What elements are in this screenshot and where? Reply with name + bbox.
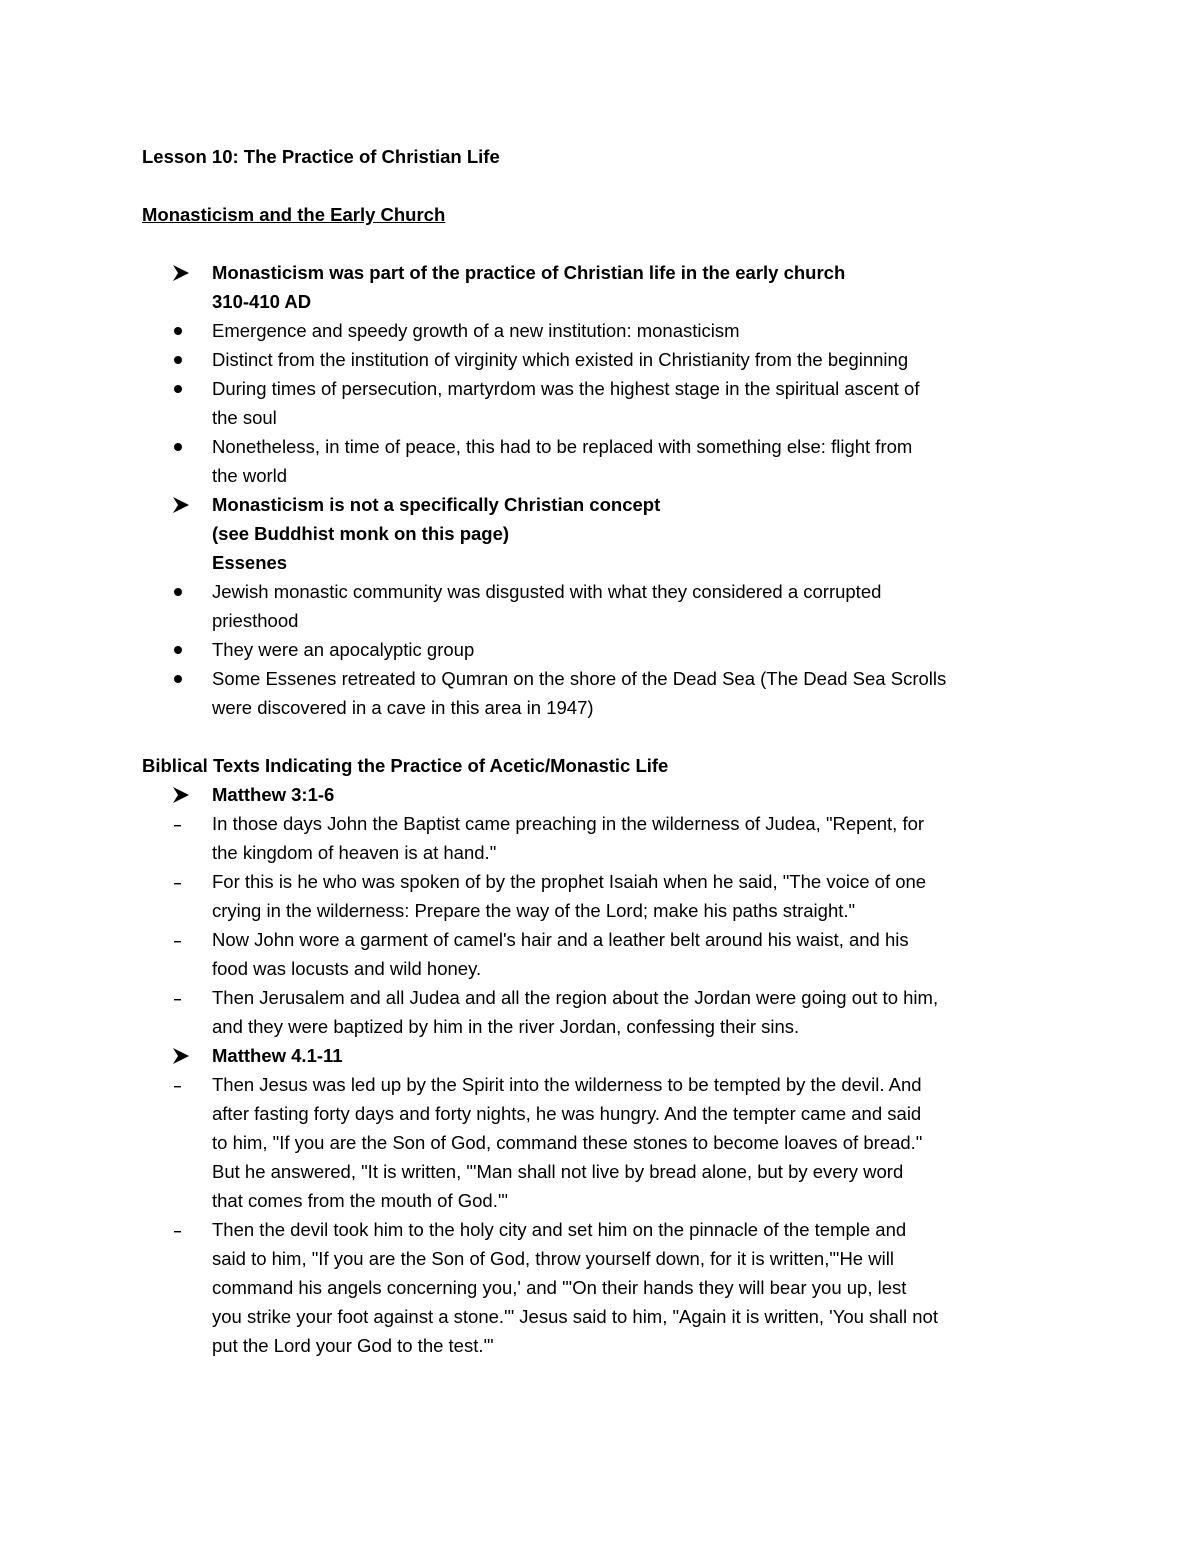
- dash-bullet-icon: [172, 867, 202, 896]
- bullet-icon: [172, 316, 202, 345]
- dash-bullet-icon: [172, 1215, 202, 1244]
- bullet-icon: [172, 345, 202, 374]
- list-item-line: the world: [212, 465, 288, 486]
- list-item-line: Monasticism was part of the practice of Christian life in the early church: [212, 262, 846, 283]
- list-item-line: the soul: [212, 407, 277, 428]
- arrow-bullet-icon: [172, 780, 202, 809]
- list-item: [142, 345, 1072, 374]
- list-item-line: food was locusts and wild honey.: [212, 958, 482, 979]
- section-heading-biblical-texts: Biblical Texts Indicating the Practice of Acetic/Monastic Life: [142, 755, 669, 776]
- list-item: [142, 664, 1072, 722]
- list-item-line: and they were baptized by him in the river Jordan, confessing their sins.: [212, 1016, 800, 1037]
- list-item-line: (see Buddhist monk on this page): [212, 523, 510, 544]
- list-item-line: put the Lord your God to the test.'": [212, 1335, 494, 1356]
- list-item: [142, 258, 1072, 316]
- list-item-line: Matthew 4.1-11: [212, 1045, 343, 1066]
- bullet-icon: [172, 432, 202, 461]
- list-item-line: Now John wore a garment of camel's hair and a leather belt around his waist, and his: [212, 929, 909, 950]
- list-item-line: Essenes: [212, 552, 288, 573]
- list-item-line: But he answered, "It is written, "'Man shall not live by bread alone, but by every word: [212, 1161, 904, 1182]
- list-item-line: Monasticism is not a specifically Christian concept: [212, 494, 661, 515]
- list-item-line: 310-410 AD: [212, 291, 312, 312]
- list-item-line: During times of persecution, martyrdom was the highest stage in the spiritual ascent of: [212, 378, 920, 399]
- page-title: Lesson 10: The Practice of Christian Life: [142, 146, 500, 167]
- list-item: [142, 374, 1072, 432]
- list-item: [142, 809, 1072, 867]
- list-item-line: Matthew 3:1-6: [212, 784, 335, 805]
- list-item-line: Distinct from the institution of virginity which existed in Christianity from the beginning: [212, 349, 909, 370]
- list-item: [142, 867, 1072, 925]
- list-item-line: Then the devil took him to the holy city and set him on the pinnacle of the temple and: [212, 1219, 907, 1240]
- bullet-icon: [172, 374, 202, 403]
- list-item-line: said to him, "If you are the Son of God, throw yourself down, for it is written,"'He will: [212, 1248, 894, 1269]
- list-item-line: crying in the wilderness: Prepare the way of the Lord; make his paths straight.": [212, 900, 856, 921]
- list-item-line: In those days John the Baptist came preaching in the wilderness of Judea, "Repent, for: [212, 813, 925, 834]
- list-biblical-texts: [142, 780, 1072, 1360]
- arrow-bullet-icon: [172, 490, 202, 519]
- section-heading-monasticism: Monasticism and the Early Church: [142, 204, 446, 225]
- list-item: [142, 577, 1072, 635]
- list-item-line: Some Essenes retreated to Qumran on the shore of the Dead Sea (The Dead Sea Scrolls: [212, 668, 947, 689]
- dash-bullet-icon: [172, 1070, 202, 1099]
- list-item: [142, 1070, 1072, 1215]
- list-item-line: Nonetheless, in time of peace, this had to be replaced with something else: flight from: [212, 436, 913, 457]
- list-item-line: the kingdom of heaven is at hand.": [212, 842, 497, 863]
- list-item-line: after fasting forty days and forty nights, he was hungry. And the tempter came and said: [212, 1103, 922, 1124]
- list-monasticism: [142, 258, 1072, 722]
- list-item-line: Jewish monastic community was disgusted with what they considered a corrupted: [212, 581, 882, 602]
- list-item: [142, 1041, 1072, 1070]
- dash-bullet-icon: [172, 983, 202, 1012]
- list-item-line: Emergence and speedy growth of a new institution: monasticism: [212, 320, 740, 341]
- list-item-line: were discovered in a cave in this area in 1947): [212, 697, 594, 718]
- list-item-line: command his angels concerning you,' and "'On their hands they will bear you up, lest: [212, 1277, 907, 1298]
- dash-bullet-icon: [172, 925, 202, 954]
- list-item: [142, 432, 1072, 490]
- list-item-line: Then Jerusalem and all Judea and all the region about the Jordan were going out to him,: [212, 987, 939, 1008]
- arrow-bullet-icon: [172, 1041, 202, 1070]
- list-item-line: Then Jesus was led up by the Spirit into the wilderness to be tempted by the devil. And: [212, 1074, 922, 1095]
- list-item-line: priesthood: [212, 610, 299, 631]
- list-item: [142, 780, 1072, 809]
- bullet-icon: [172, 635, 202, 664]
- list-item: [142, 983, 1072, 1041]
- list-item-line: For this is he who was spoken of by the prophet Isaiah when he said, "The voice of one: [212, 871, 927, 892]
- arrow-bullet-icon: [172, 258, 202, 287]
- list-item: [142, 490, 1072, 577]
- list-item: [142, 316, 1072, 345]
- dash-bullet-icon: [172, 809, 202, 838]
- document-body: [142, 142, 1072, 1360]
- list-item-line: They were an apocalyptic group: [212, 639, 475, 660]
- list-item: [142, 925, 1072, 983]
- list-item: [142, 635, 1072, 664]
- bullet-icon: [172, 577, 202, 606]
- list-item-line: that comes from the mouth of God.'": [212, 1190, 508, 1211]
- list-item: [142, 1215, 1072, 1360]
- list-item-line: to him, "If you are the Son of God, command these stones to become loaves of bread.": [212, 1132, 923, 1153]
- bullet-icon: [172, 664, 202, 693]
- list-item-line: you strike your foot against a stone.'" Jesus said to him, "Again it is written, 'You shall not: [212, 1306, 938, 1327]
